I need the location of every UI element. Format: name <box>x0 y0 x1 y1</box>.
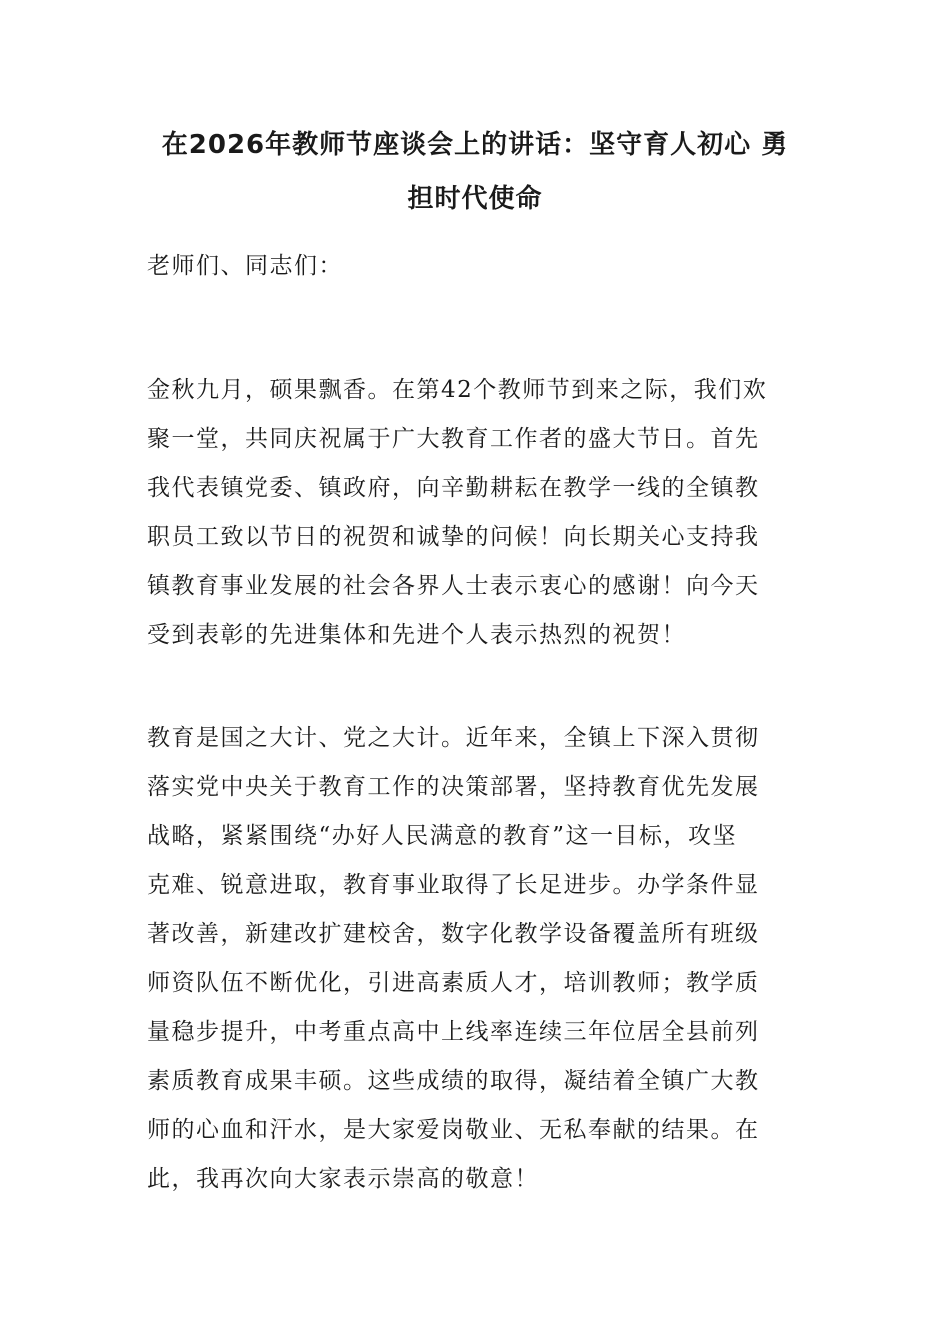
document-title <box>140 118 810 226</box>
paragraph-line: 镇教育事业发展的社会各界人士表示衷心的感谢！向今天 <box>147 573 760 599</box>
paragraph-1 <box>147 366 807 660</box>
paragraph-line: 落实党中央关于教育工作的决策部署，坚持教育优先发展 <box>147 774 760 800</box>
paragraph-line: 职员工致以节日的祝贺和诚挚的问候！向长期关心支持我 <box>147 524 760 550</box>
paragraph-line: 师资队伍不断优化，引进高素质人才，培训教师；教学质 <box>147 970 760 996</box>
paragraph-line: 我代表镇党委、镇政府，向辛勤耕耘在教学一线的全镇教 <box>147 475 760 501</box>
paragraph-line: 战略，紧紧围绕“办好人民满意的教育”这一目标，攻坚 <box>147 823 738 849</box>
paragraph-line: 著改善，新建改扩建校舍，数字化教学设备覆盖所有班级 <box>147 921 760 947</box>
paragraph-line: 量稳步提升，中考重点高中上线率连续三年位居全县前列 <box>147 1019 760 1045</box>
paragraph-line: 受到表彰的先进集体和先进个人表示热烈的祝贺！ <box>147 622 686 648</box>
title-line: 在2026年教师节座谈会上的讲话：坚守育人初心 勇 <box>161 130 789 160</box>
greeting-text: 老师们、同志们： <box>147 253 343 279</box>
paragraph-line: 金秋九月，硕果飘香。在第42个教师节到来之际，我们欢 <box>147 377 768 403</box>
paragraph-line: 师的心血和汗水，是大家爱岗敬业、无私奉献的结果。在 <box>147 1117 760 1143</box>
paragraph-line: 克难、锐意进取，教育事业取得了长足进步。办学条件显 <box>147 872 760 898</box>
paragraph-line: 此，我再次向大家表示崇高的敬意！ <box>147 1166 539 1192</box>
paragraph-2 <box>147 714 807 1204</box>
paragraph-line: 教育是国之大计、党之大计。近年来，全镇上下深入贯彻 <box>147 725 760 751</box>
paragraph-line: 聚一堂，共同庆祝属于广大教育工作者的盛大节日。首先 <box>147 426 760 452</box>
greeting <box>147 242 807 291</box>
paragraph-line: 素质教育成果丰硕。这些成绩的取得，凝结着全镇广大教 <box>147 1068 760 1094</box>
title-line: 担时代使命 <box>407 184 543 214</box>
